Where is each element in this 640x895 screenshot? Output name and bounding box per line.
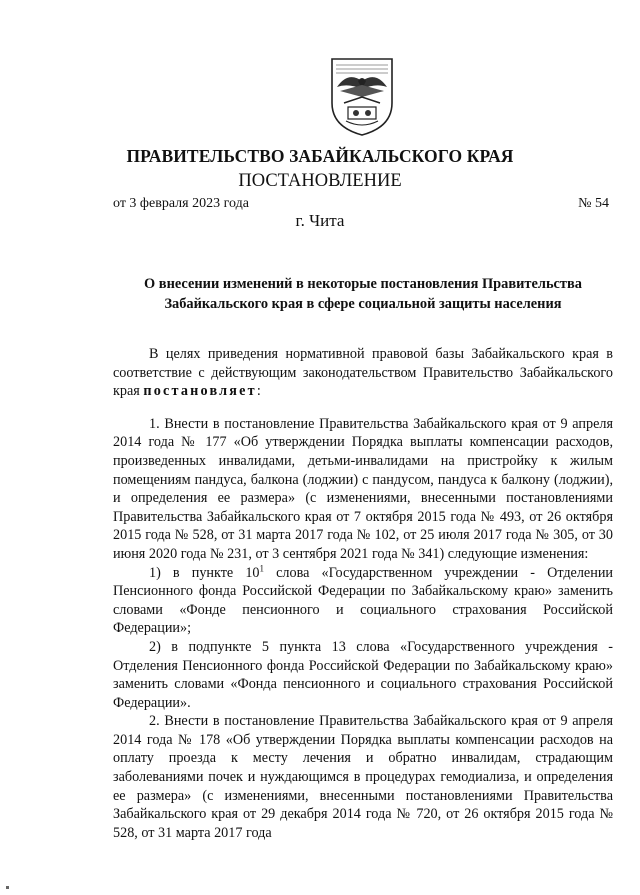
- resolves-word: постановляет: [143, 383, 257, 400]
- scan-mark: [6, 886, 9, 889]
- government-name: ПРАВИТЕЛЬСТВО ЗАБАЙКАЛЬСКОГО КРАЯ: [126, 146, 514, 166]
- preamble-text: В целях приведения нормативной правовой базы Забайкальского края в соответствие с действующим законодательством Правительство Забайкальского края: [113, 346, 613, 400]
- preamble-paragraph: В целях приведения нормативной правовой базы Забайкальского края в соответствие с действующим законодательством Правительство Забайкальского края постановляет:: [113, 346, 613, 400]
- document-body: [113, 345, 613, 842]
- item-1-1-pre: 1) в пункте 10: [149, 564, 260, 581]
- item-1-2-paragraph: 2) в подпункте 5 пункта 13 слова «Государственного учреждения - Отделения Пенсионного фонда Российской Федерации по Забайкальскому краю» заменить словами «Фонда пенсионного и социального страхования Российской Федерации».: [113, 638, 613, 711]
- item-2-paragraph: 2. Внести в постановление Правительства Забайкальского края от 9 апреля 2014 года № 178 «Об утверждении Порядка выплаты компенсации расходов на оплату проезда к месту лечения и обратно инвалидам, страдающим заболеваниями почек и нуждающимся в процедурах гемодиализа, и определения ее размера» (с изменениями, внесенными постановлениями Правительства Забайкальского края от 29 декабря 2014 года № 720, от 26 октября 2015 года № 528, от 31 марта 2017 года: [113, 713, 613, 841]
- item-1-1-superscript: 1: [259, 562, 265, 573]
- document-subject: [113, 274, 613, 314]
- item-1-1-paragraph: [113, 564, 613, 638]
- document-date: от 3 февраля 2023 года: [113, 196, 249, 211]
- item-1-1-post: слова «Государственном учреждении - Отделении Пенсионного фонда Российской Федерации по Забайкальскому краю» заменить словами «Фонде пенсионного и социального страхования Российской Федерации»;: [113, 564, 614, 637]
- document-city: г. Чита: [295, 211, 345, 230]
- subject-line-1: О внесении изменений в некоторые постановления Правительства: [144, 276, 582, 292]
- subject-line-2: Забайкальского края в сфере социальной защиты населения: [164, 296, 562, 312]
- item-1-paragraph: 1. Внести в постановление Правительства Забайкальского края от 9 апреля 2014 года № 177 «Об утверждении Порядка выплаты компенсации расходов, произведенных инвалидами, детьми-инвалидами на пристройку к жилым помещениям пандуса, балкона (лоджии) с пандусом, пандуса к балкону (лоджии), и определения ее размера» (с изменениями, внесенными постановлениями Правительства Забайкальского края от 7 октября 2015 года № 493, от 26 октября 2015 года № 528, от 31 марта 2017 года № 102, от 25 июля 2017 года № 305, от 30 июня 2020 года № 231, от 3 сентября 2021 года № 341) следующие изменения:: [113, 415, 613, 562]
- coat-of-arms-icon: [328, 55, 396, 137]
- document-type: ПОСТАНОВЛЕНИЕ: [238, 171, 402, 191]
- document-number: № 54: [578, 196, 609, 211]
